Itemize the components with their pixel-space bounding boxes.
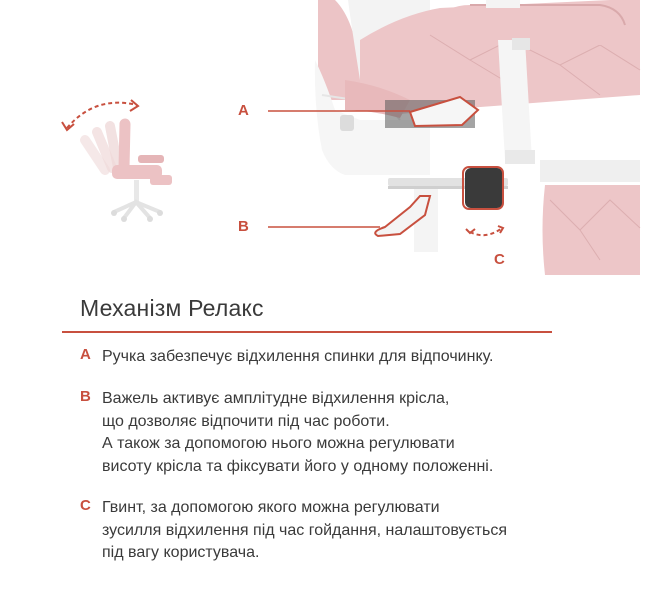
feature-description bbox=[102, 497, 582, 565]
feature-description bbox=[102, 346, 582, 369]
chair-mechanism-illustration bbox=[0, 0, 645, 275]
feature-description bbox=[102, 388, 582, 478]
feature-letter: C bbox=[80, 497, 91, 514]
description-line: Важель активує амплітудне відхилення крісла, bbox=[102, 390, 450, 407]
description-line: що дозволяє відпочити під час роботи. bbox=[102, 412, 390, 430]
description-line: Ручка забезпечує відхилення спинки для відпочинку. bbox=[102, 348, 494, 365]
section-heading: Механізм Релакс bbox=[80, 295, 264, 321]
feature-letter: A bbox=[80, 346, 91, 363]
heading-divider bbox=[62, 331, 552, 333]
callout-b-label: B bbox=[238, 218, 249, 235]
callout-a-label: A bbox=[238, 102, 249, 119]
description-line: А також за допомогою нього можна регулювати bbox=[102, 435, 455, 452]
description-line: висоту крісла та фіксувати його у одному положенні. bbox=[102, 457, 494, 475]
feature-letter: B bbox=[80, 388, 91, 405]
reclining-chair-thumbnail bbox=[62, 100, 172, 222]
description-line: зусилля відхилення під час гойдання, налаштовується bbox=[102, 521, 507, 539]
description-line: під вагу користувача. bbox=[102, 544, 260, 561]
description-line: Гвинт, за допомогою якого можна регулювати bbox=[102, 499, 440, 516]
callout-c-label: C bbox=[494, 251, 505, 268]
